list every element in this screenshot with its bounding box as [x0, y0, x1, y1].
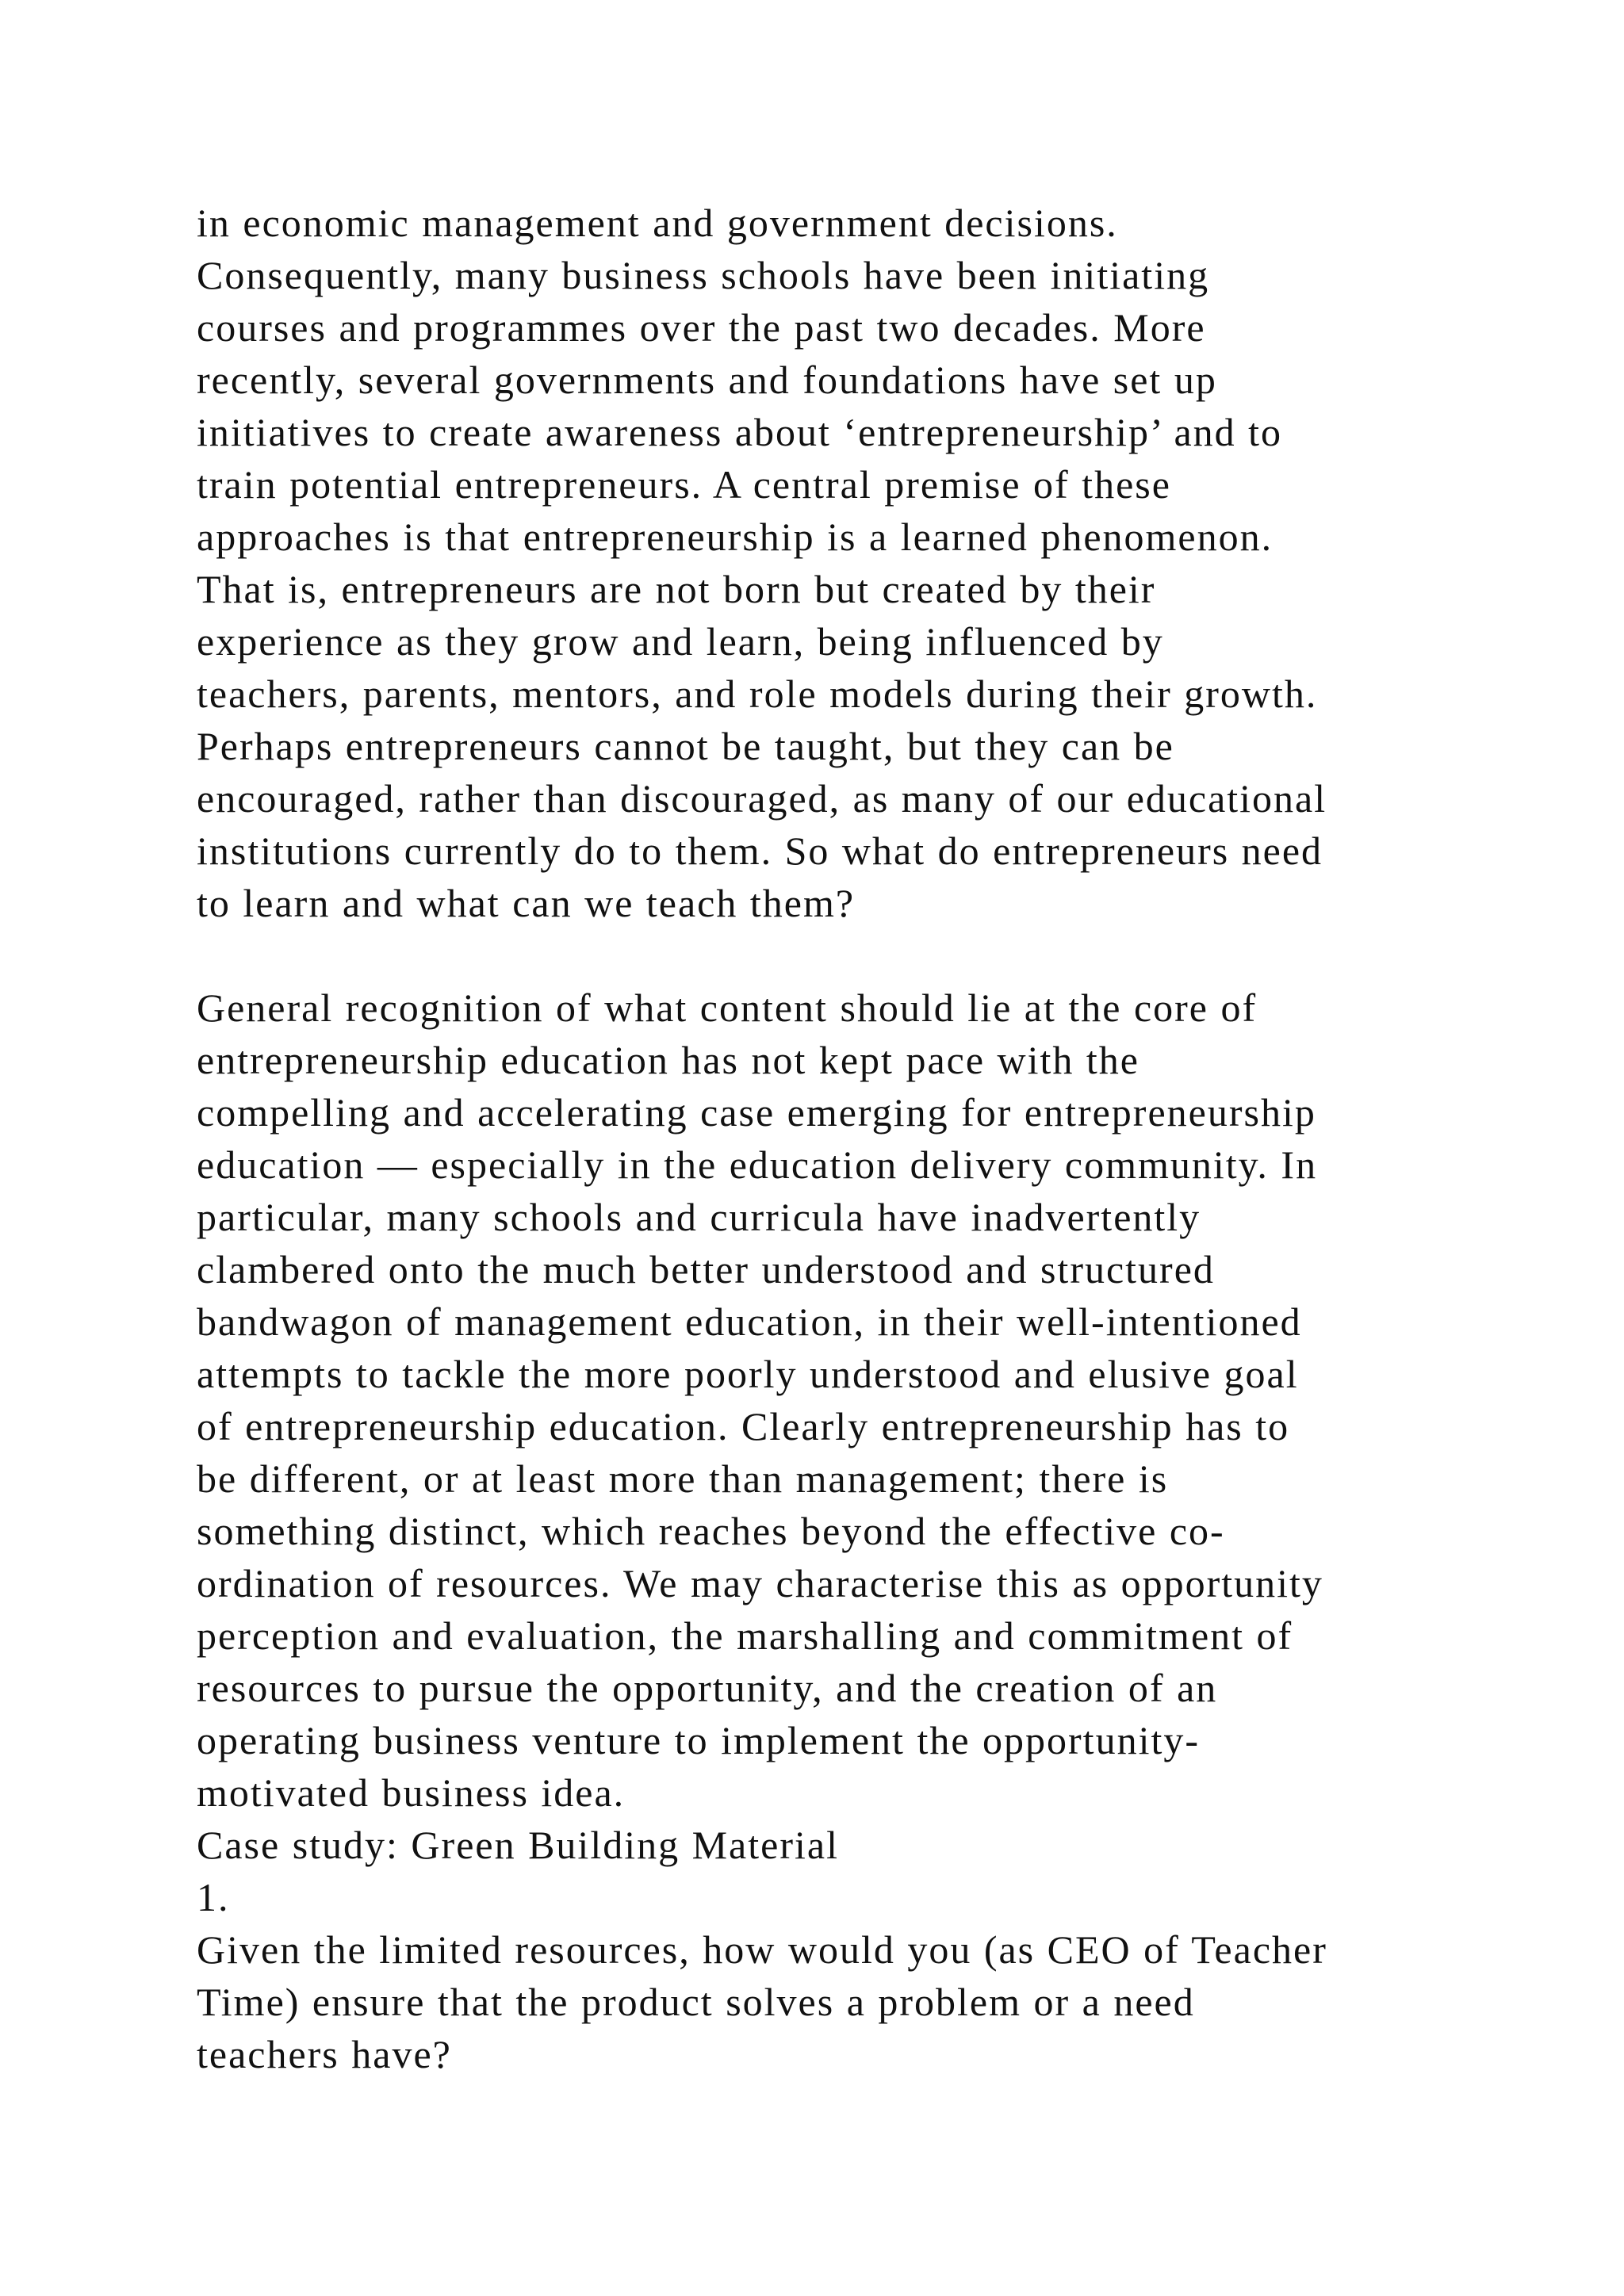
text-line: of entrepreneurship education. Clearly entrepreneurship has to	[197, 1404, 1290, 1448]
text-line: entrepreneurship education has not kept pace with the	[197, 1038, 1140, 1082]
text-line: ordination of resources. We may characterise this as opportunity	[197, 1561, 1323, 1605]
text-line: clambered onto the much better understood and structured	[197, 1247, 1215, 1292]
text-line: teachers have?	[197, 2032, 452, 2076]
text-line: particular, many schools and curricula have inadvertently	[197, 1195, 1201, 1239]
text-line: That is, entrepreneurs are not born but created by their	[197, 567, 1156, 611]
text-line: bandwagon of management education, in their well-intentioned	[197, 1299, 1302, 1344]
text-line: perception and evaluation, the marshalling and commitment of	[197, 1613, 1293, 1658]
text-line: recently, several governments and foundations have set up	[197, 358, 1217, 402]
text-line: initiatives to create awareness about ‘entrepreneurship’ and to	[197, 410, 1283, 454]
text-line: Given the limited resources, how would you (as CEO of Teacher	[197, 1927, 1327, 1972]
text-line: attempts to tackle the more poorly understood and elusive goal	[197, 1352, 1299, 1396]
case-study-title: Case study: Green Building Material	[197, 1823, 839, 1867]
paragraph	[197, 982, 1497, 1819]
question-text	[197, 1923, 1497, 2080]
document-body	[197, 197, 1497, 2080]
text-line: in economic management and government decisions.	[197, 201, 1118, 245]
text-line: train potential entrepreneurs. A central premise of these	[197, 462, 1171, 507]
text-line: education — especially in the education delivery community. In	[197, 1142, 1318, 1187]
text-line: approaches is that entrepreneurship is a learned phenomenon.	[197, 515, 1274, 559]
text-line: something distinct, which reaches beyond the effective co-	[197, 1509, 1225, 1553]
text-line: operating business venture to implement the opportunity-	[197, 1718, 1200, 1762]
paragraph	[197, 197, 1497, 929]
text-line: resources to pursue the opportunity, and the creation of an	[197, 1666, 1218, 1710]
text-line: General recognition of what content should lie at the core of	[197, 985, 1258, 1030]
text-line: Consequently, many business schools have been initiating	[197, 253, 1210, 297]
text-line: experience as they grow and learn, being influenced by	[197, 619, 1164, 664]
text-line: encouraged, rather than discouraged, as many of our educational	[197, 776, 1327, 821]
question-number: 1.	[197, 1875, 230, 1919]
text-line: teachers, parents, mentors, and role models during their growth.	[197, 672, 1318, 716]
text-line: institutions currently do to them. So what do entrepreneurs need	[197, 828, 1323, 873]
text-line: motivated business idea.	[197, 1770, 626, 1815]
text-line: compelling and accelerating case emerging for entrepreneurship	[197, 1090, 1316, 1135]
text-line: Time) ensure that the product solves a problem or a need	[197, 1980, 1195, 2024]
text-line: courses and programmes over the past two decades. More	[197, 305, 1206, 350]
text-line: be different, or at least more than management; there is	[197, 1456, 1169, 1501]
text-line: to learn and what can we teach them?	[197, 881, 856, 925]
text-line: Perhaps entrepreneurs cannot be taught, but they can be	[197, 724, 1174, 768]
paragraph-gap	[197, 929, 1497, 982]
